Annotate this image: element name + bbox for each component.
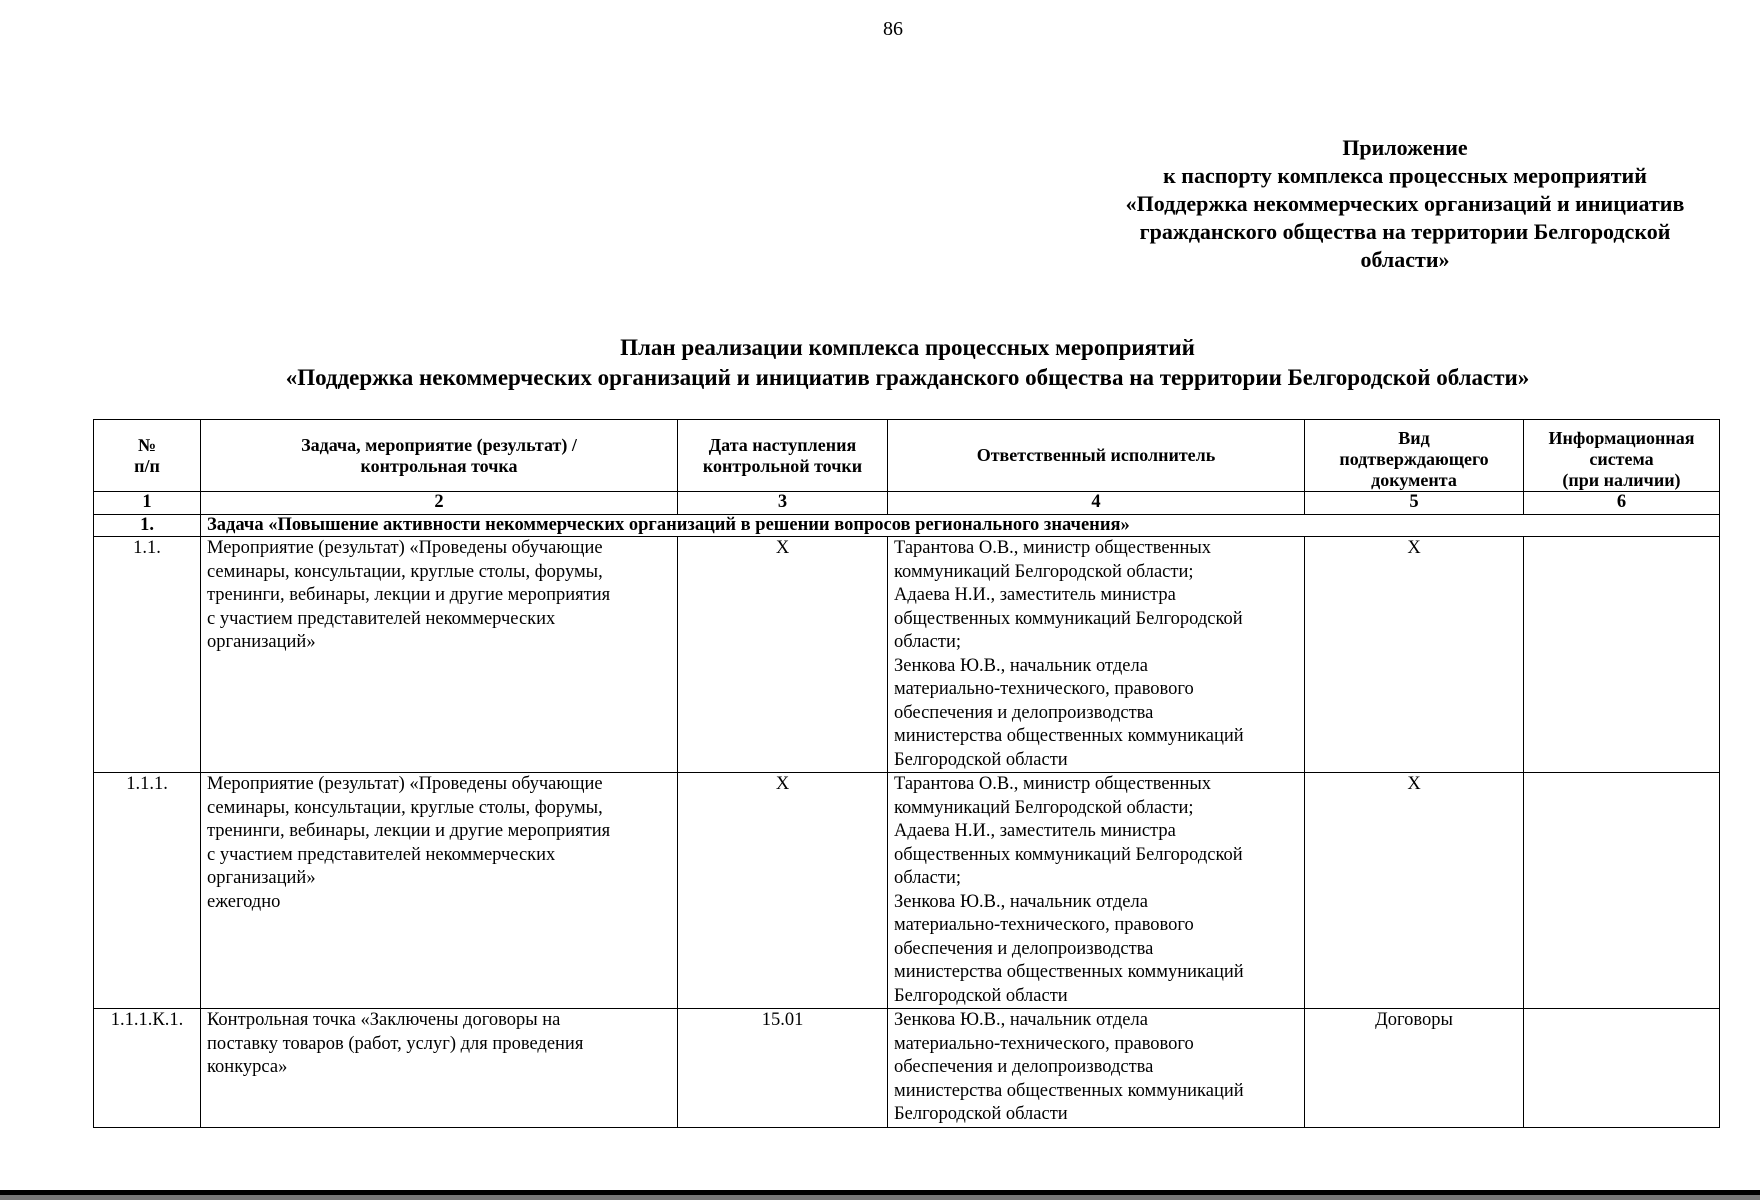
row-date: 15.01	[678, 1009, 888, 1128]
header-text: система	[1589, 449, 1654, 469]
row-doc: X	[1305, 773, 1524, 1009]
header-text: Ответственный исполнитель	[976, 445, 1216, 465]
row-task-line: Мероприятие (результат) «Проведены обучающие	[207, 774, 603, 794]
row-date: X	[678, 773, 888, 1009]
row-executor-line: Адаева Н.И., заместитель министра	[894, 585, 1176, 605]
row-num: 1.1.1.К.1.	[94, 1009, 201, 1128]
column-number: 3	[678, 492, 888, 515]
row-executor-line: Зенкова Ю.В., начальник отдела	[894, 1010, 1148, 1030]
header-text: №	[137, 434, 157, 455]
row-executor-line: области;	[894, 632, 961, 652]
row-num: 1.1.	[94, 537, 201, 773]
row-task-line: с участием представителей некоммерческих	[207, 844, 556, 865]
header-text: документа	[1371, 470, 1457, 490]
header-text: (при наличии)	[1562, 470, 1681, 490]
table-row	[94, 537, 1720, 773]
header-text: Информационная	[1548, 428, 1695, 448]
task-num: 1.	[94, 515, 201, 537]
row-executor-line: материально-технического, правового	[894, 915, 1194, 935]
row-executor-line: Белгородской области	[894, 985, 1068, 1006]
header-doc	[1305, 420, 1524, 492]
header-text: п/п	[134, 455, 160, 476]
header-date	[678, 420, 888, 492]
header-system	[1524, 420, 1720, 492]
plan-title-line: «Поддержка некоммерческих организаций и инициатив гражданского общества на территории Белгородской области»	[285, 365, 1530, 390]
row-num: 1.1.1.	[94, 773, 201, 1009]
row-executor-line: материально-технического, правового	[894, 679, 1194, 699]
plan-title	[95, 333, 1720, 393]
header-text: Дата наступления	[708, 434, 857, 455]
row-task	[201, 537, 678, 773]
row-executor-line: обеспечения и делопроизводства	[894, 702, 1154, 723]
scan-edge-shadow	[0, 1195, 1760, 1200]
appendix-line: области»	[1360, 247, 1450, 272]
row-executor-line: Белгородской области	[894, 1104, 1068, 1124]
row-executor-line: Тарантова О.В., министр общественных	[894, 774, 1212, 794]
appendix-line: к паспорту комплекса процессных мероприятий	[1163, 163, 1647, 188]
row-system	[1524, 537, 1720, 773]
row-executor-line: министерства общественных коммуникаций	[894, 962, 1244, 982]
row-task-line: тренинги, вебинары, лекции и другие мероприятия	[207, 821, 611, 841]
row-executor-line: Тарантова О.В., министр общественных	[894, 538, 1212, 558]
plan-title-line: План реализации комплекса процессных мероприятий	[620, 335, 1195, 360]
header-task	[201, 420, 678, 492]
task-row	[94, 515, 1720, 537]
column-number: 4	[888, 492, 1305, 515]
table-header-row	[94, 420, 1720, 492]
row-executor-line: общественных коммуникаций Белгородской	[894, 844, 1243, 865]
column-number: 6	[1524, 492, 1720, 515]
task-text: Задача «Повышение активности некоммерческих организаций в решении вопросов регионального значения»	[201, 515, 1720, 537]
row-task	[201, 1009, 678, 1128]
row-task-line: организаций»	[207, 868, 316, 888]
row-task-line: тренинги, вебинары, лекции и другие мероприятия	[207, 585, 611, 605]
column-number: 1	[94, 492, 201, 515]
row-doc: X	[1305, 537, 1524, 773]
header-text: контрольная точка	[360, 455, 518, 476]
table-row	[94, 773, 1720, 1009]
header-num	[94, 420, 201, 492]
header-text: Вид	[1398, 428, 1430, 448]
row-task-line: конкурса»	[207, 1057, 288, 1077]
row-executor-line: обеспечения и делопроизводства	[894, 938, 1154, 959]
plan-table	[93, 419, 1720, 1128]
column-number-row	[94, 492, 1720, 515]
row-executor-line: обеспечения и делопроизводства	[894, 1057, 1154, 1077]
row-executor-line: коммуникаций Белгородской области;	[894, 561, 1194, 582]
appendix-heading	[1040, 134, 1760, 274]
row-executor-line: общественных коммуникаций Белгородской	[894, 608, 1243, 629]
header-text: Задача, мероприятие (результат) /	[301, 434, 577, 455]
appendix-line: Приложение	[1342, 135, 1468, 160]
row-system	[1524, 1009, 1720, 1128]
row-executor	[888, 1009, 1305, 1128]
header-text: подтверждающего	[1339, 449, 1489, 469]
row-task-line: ежегодно	[207, 891, 281, 912]
row-executor-line: Адаева Н.И., заместитель министра	[894, 821, 1176, 841]
row-executor-line: области;	[894, 868, 961, 888]
row-task-line: поставку товаров (работ, услуг) для проведения	[207, 1033, 584, 1054]
header-text: контрольной точки	[702, 455, 863, 476]
appendix-line: «Поддержка некоммерческих организаций и инициатив	[1125, 191, 1685, 216]
row-task-line: организаций»	[207, 632, 316, 652]
row-task-line: с участием представителей некоммерческих	[207, 608, 556, 629]
row-executor	[888, 537, 1305, 773]
table-row	[94, 1009, 1720, 1128]
row-doc: Договоры	[1305, 1009, 1524, 1128]
row-executor-line: Зенкова Ю.В., начальник отдела	[894, 891, 1148, 912]
row-task-line: Контрольная точка «Заключены договоры на	[207, 1010, 561, 1030]
row-executor-line: Белгородской области	[894, 749, 1068, 770]
column-number: 5	[1305, 492, 1524, 515]
row-date: X	[678, 537, 888, 773]
header-executor	[888, 420, 1305, 492]
row-task-line: семинары, консультации, круглые столы, форумы,	[207, 561, 603, 582]
row-executor	[888, 773, 1305, 1009]
row-task-line: Мероприятие (результат) «Проведены обучающие	[207, 538, 603, 558]
row-task-line: семинары, консультации, круглые столы, форумы,	[207, 797, 603, 818]
row-executor-line: Зенкова Ю.В., начальник отдела	[894, 655, 1148, 676]
page-number: 86	[883, 18, 903, 40]
column-number: 2	[201, 492, 678, 515]
row-executor-line: коммуникаций Белгородской области;	[894, 797, 1194, 818]
appendix-line: гражданского общества на территории Белгородской	[1139, 219, 1671, 244]
row-executor-line: материально-технического, правового	[894, 1033, 1194, 1054]
row-system	[1524, 773, 1720, 1009]
row-executor-line: министерства общественных коммуникаций	[894, 1080, 1244, 1101]
row-executor-line: министерства общественных коммуникаций	[894, 726, 1244, 746]
row-task	[201, 773, 678, 1009]
